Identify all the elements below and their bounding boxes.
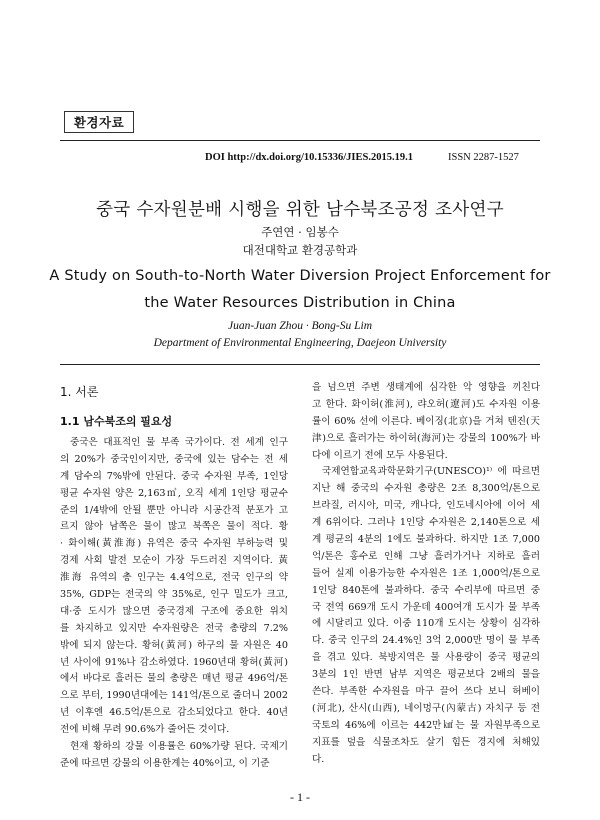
- right-column-text: [312, 380, 540, 768]
- text-line: 津)으로 흘러가는 하이허(海河)는 강물의 100%가 바: [312, 432, 540, 444]
- text-line: 년 이후엔 46.5억/톤으로 감소되었다고 한다. 40년: [60, 707, 288, 719]
- text-line: 계 6위이다. 그러나 1인당 수자원은 2,140톤으로 세: [312, 517, 540, 529]
- text-line: 밖에 되지 않는다. 황허(黃河) 하구의 물 자원은 40: [60, 639, 288, 651]
- issn-number: ISSN 2287-1527: [448, 152, 519, 163]
- text-line: 전에 비해 무려 90.6%가 줄어든 것이다.: [60, 724, 230, 736]
- text-line: 을 겪고 있다. 북방지역은 물 사용량이 중국 평균의: [312, 652, 540, 664]
- affiliation-english: Department of Environmental Engineering, Daejeon University: [153, 337, 447, 349]
- text-line: 현재 황하의 강물 이용률은 60%가량 된다. 국제기: [70, 741, 288, 753]
- text-line: 평균 수자원 양은 2,163㎥, 오직 세계 1인당 평균수: [60, 487, 288, 499]
- category-label: 환경자료: [64, 111, 134, 133]
- text-line: 에서 바다로 흘러든 물의 총량은 매년 평균 496억/톤: [60, 673, 288, 685]
- text-line: 경제 사회 발전 모순이 가장 두드러진 지역이다. 黃: [60, 555, 288, 567]
- text-line: 중국은 대표적인 물 부족 국가이다. 전 세계 인구: [70, 437, 288, 448]
- text-line: 다. 중국 인구의 24.4%인 3억 2,000만 명이 물 부족: [312, 635, 540, 647]
- text-line: 대·중 도시가 많으면 중국경제 구조에 중요한 위치: [60, 605, 288, 617]
- text-line: 지표를 덮을 식물조차도 살기 힘든 경지에 처해있: [312, 736, 540, 748]
- text-line: 률이 60% 선에 이른다. 베이징(北京)을 거쳐 텐진(天: [312, 415, 540, 427]
- left-column-text: [60, 435, 288, 773]
- text-line: 르지 않아 남쪽은 물이 많고 북쪽은 물이 적다. 황: [60, 521, 288, 533]
- page-number: - 1 -: [290, 790, 310, 804]
- right-column: [312, 380, 540, 768]
- text-line: 고 한다. 화이허(淮河), 랴오허(遼河)도 수자원 이용: [312, 398, 540, 410]
- text-line: 을 넘으면 주변 생태계에 심각한 악 영향을 끼친다: [312, 382, 540, 393]
- affiliation-korean: 대전대학교 환경공학과: [242, 243, 358, 257]
- text-line: 국토의 46%에 이르는 442만㎢는 물 자원부족으로: [312, 719, 540, 731]
- text-line: 년 사이에 91%나 감소하였다. 1960년대 황허(黃河): [60, 656, 288, 668]
- text-line: 쓴다. 부족한 수자원을 마구 끌어 쓰다 보니 허베이: [312, 686, 540, 698]
- authors-korean: 주연연 · 임봉수: [261, 225, 339, 239]
- paper-title-english-line-1: A Study on South-to-North Water Diversion Project Enforcement for: [49, 268, 551, 284]
- text-line: 를 차지하고 있지만 수자원량은 전국 총량의 7.2%: [60, 622, 288, 634]
- text-line: 의 20%가 중국인이지만, 중국에 있는 담수는 전 세: [60, 453, 288, 465]
- header-rule: [60, 140, 540, 141]
- text-line: 준에 따르면 강물의 이용한계는 40%이고, 이 기준: [60, 757, 270, 769]
- paper-title-english-line-2: the Water Resources Distribution in China: [144, 295, 456, 311]
- text-line: (河北), 산시(山西), 네이멍구(內蒙古) 자치구 등 전: [312, 702, 540, 714]
- text-line: 준의 1/4밖에 안될 뿐만 아니라 시공간적 분포가 고: [60, 504, 288, 516]
- text-line: 지난 해 중국의 수자원 총량은 2조 8,300억/톤으로: [312, 483, 540, 495]
- text-line: 1인당 840톤에 불과하다. 중국 수리부에 따르면 중: [312, 584, 540, 596]
- abstract-rule: [60, 364, 540, 365]
- text-line: 에 시달리고 있다. 이중 110개 도시는 상황이 심각하: [312, 618, 540, 630]
- text-line: 브라질, 러시아, 미국, 캐나다, 인도네시아에 이어 세: [312, 500, 540, 512]
- text-line: 淮海 유역의 총 인구는 4.4억으로, 전국 인구의 약: [60, 572, 288, 584]
- section-heading: 1. 서론: [60, 385, 99, 399]
- text-line: 다.: [312, 753, 325, 765]
- text-line: 국 전역 669개 도시 가운데 400여개 도시가 물 부족: [312, 601, 540, 613]
- text-line: 3분의 1인 반면 남부 지역은 평균보다 2배의 물을: [312, 669, 540, 681]
- subsection-heading: 1.1 남수북조의 필요성: [60, 415, 173, 428]
- text-line: 으로 부터, 1990년대에는 141억/톤으로 줄더니 2002: [60, 690, 288, 702]
- text-line: 계 평균의 4분의 1에도 불과하다. 하지만 1조 7,000: [312, 534, 540, 546]
- paper-title-korean: 중국 수자원분배 시행을 위한 남수북조공정 조사연구: [96, 200, 504, 220]
- text-line: 국제연합교육과학문화기구(UNESCO)¹⁾ 에 따르면: [322, 466, 540, 478]
- text-line: 억/톤은 홍수로 인해 그냥 흘러가거나 지하로 흘러: [312, 550, 540, 562]
- text-line: 계 담수의 7%밖에 안된다. 중국 수자원 부족, 1인당: [60, 470, 288, 482]
- left-column: [60, 378, 288, 773]
- doi-link[interactable]: DOI http://dx.doi.org/10.15336/JIES.2015.19.1: [205, 152, 413, 163]
- text-line: 다에 이르기 전에 모두 사용된다.: [312, 449, 448, 461]
- authors-english: Juan-Juan Zhou · Bong-Su Lim: [227, 320, 373, 332]
- text-line: · 화이해(黃淮海) 유역은 중국 수자원 부하능력 및: [60, 538, 288, 550]
- text-line: 들어 실제 이용가능한 수자원은 1조 1,000억/톤으로: [312, 567, 540, 579]
- text-line: 35%, GDP는 전국의 약 35%로, 인구 밀도가 크고,: [60, 589, 288, 601]
